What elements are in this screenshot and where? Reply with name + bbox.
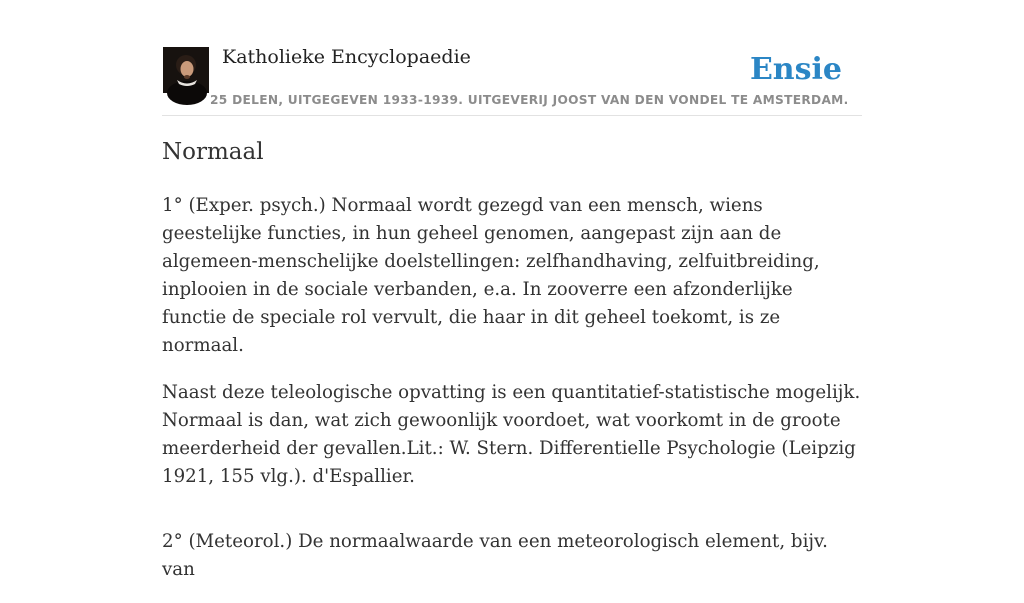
entry-paragraph: Naast deze teleologische opvatting is een quantitatief-statistische mogelijk. Normaal is dan, wat zich gewoonlijk voordoet, wat voorkomt in de groote meerderheid der gevallen.Lit.: W. Stern. Differentielle Psychologie (Leipzig 1921, 155 vlg.). d'Espallier. <box>162 382 861 487</box>
source-avatar[interactable] <box>163 47 209 93</box>
entry-paragraph: 2° (Meteorol.) De normaalwaarde van een meteorologisch element, bijv. van <box>162 531 828 580</box>
header-divider <box>162 115 862 116</box>
source-title[interactable]: Katholieke Encyclopaedie <box>222 46 471 68</box>
entry-content <box>162 192 862 603</box>
site-logo[interactable]: Ensie <box>749 52 842 87</box>
portrait-avatar-icon <box>163 47 209 93</box>
entry-title: Normaal <box>162 139 264 165</box>
entry-paragraph: 1° (Exper. psych.) Normaal wordt gezegd van een mensch, wiens geestelijke functies, in hun geheel genomen, aangepast zijn aan de algemeen-menschelijke doelstellingen: zelfhandhaving, zelfuitbreiding, inplooien in de sociale verbanden, e.a. In zooverre een afzonderlijke functie de speciale rol vervult, die haar in dit geheel toekomt, is ze normaal. <box>162 195 820 356</box>
source-subtitle: 25 DELEN, UITGEGEVEN 1933-1939. UITGEVERIJ JOOST VAN DEN VONDEL TE AMSTERDAM. <box>210 93 849 107</box>
